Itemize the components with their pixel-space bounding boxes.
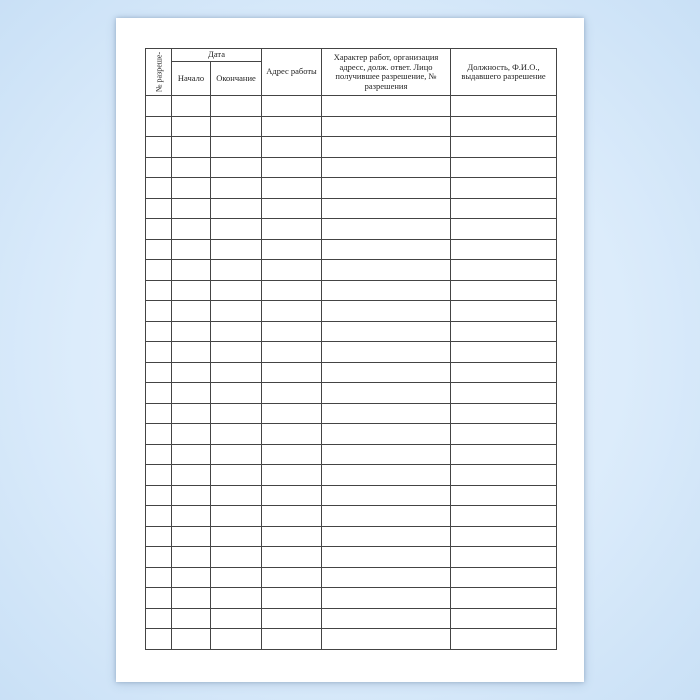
cell-work-description — [322, 485, 451, 506]
cell-address — [262, 219, 322, 240]
cell-issuer — [451, 362, 557, 383]
cell-issuer — [451, 260, 557, 281]
cell-work-description — [322, 444, 451, 465]
table-row — [146, 588, 557, 609]
cell-permit-no — [146, 588, 172, 609]
cell-date-end — [211, 526, 262, 547]
cell-date-end — [211, 403, 262, 424]
cell-address — [262, 321, 322, 342]
header-date-start: Начало — [172, 62, 211, 96]
cell-date-start — [172, 588, 211, 609]
cell-date-end — [211, 280, 262, 301]
cell-permit-no — [146, 301, 172, 322]
cell-date-start — [172, 383, 211, 404]
cell-date-end — [211, 301, 262, 322]
cell-address — [262, 116, 322, 137]
cell-permit-no — [146, 280, 172, 301]
cell-date-end — [211, 239, 262, 260]
header-issuer — [451, 49, 557, 96]
table-row — [146, 198, 557, 219]
table-row — [146, 239, 557, 260]
cell-date-start — [172, 362, 211, 383]
cell-address — [262, 301, 322, 322]
cell-date-end — [211, 260, 262, 281]
cell-permit-no — [146, 383, 172, 404]
cell-date-start — [172, 444, 211, 465]
cell-work-description — [322, 424, 451, 445]
table-row — [146, 547, 557, 568]
cell-date-end — [211, 465, 262, 486]
table-row — [146, 321, 557, 342]
header-work-description-label: Характер работ, организация адресс, долж. ответ. Лицо получившее разрешение, № разрешения — [333, 52, 439, 91]
cell-address — [262, 280, 322, 301]
cell-date-start — [172, 526, 211, 547]
cell-work-description — [322, 588, 451, 609]
cell-permit-no — [146, 629, 172, 650]
cell-work-description — [322, 321, 451, 342]
cell-permit-no — [146, 547, 172, 568]
cell-issuer — [451, 301, 557, 322]
cell-permit-no — [146, 178, 172, 199]
cell-address — [262, 239, 322, 260]
cell-permit-no — [146, 403, 172, 424]
table-row — [146, 506, 557, 527]
cell-work-description — [322, 116, 451, 137]
cell-work-description — [322, 608, 451, 629]
cell-permit-no — [146, 96, 172, 117]
cell-work-description — [322, 198, 451, 219]
cell-date-end — [211, 588, 262, 609]
cell-permit-no — [146, 198, 172, 219]
cell-address — [262, 608, 322, 629]
cell-date-end — [211, 567, 262, 588]
cell-issuer — [451, 567, 557, 588]
cell-permit-no — [146, 444, 172, 465]
table-row — [146, 362, 557, 383]
cell-permit-no — [146, 485, 172, 506]
cell-permit-no — [146, 526, 172, 547]
cell-work-description — [322, 403, 451, 424]
cell-work-description — [322, 260, 451, 281]
table-row — [146, 301, 557, 322]
table-row — [146, 342, 557, 363]
cell-address — [262, 465, 322, 486]
cell-issuer — [451, 198, 557, 219]
cell-issuer — [451, 116, 557, 137]
table-body — [146, 96, 557, 650]
cell-work-description — [322, 526, 451, 547]
cell-address — [262, 362, 322, 383]
table-row — [146, 260, 557, 281]
cell-address — [262, 547, 322, 568]
cell-issuer — [451, 137, 557, 158]
cell-date-start — [172, 547, 211, 568]
cell-permit-no — [146, 116, 172, 137]
cell-issuer — [451, 157, 557, 178]
table-row — [146, 465, 557, 486]
cell-issuer — [451, 342, 557, 363]
cell-work-description — [322, 547, 451, 568]
header-date-end: Окончание — [211, 62, 262, 96]
cell-work-description — [322, 342, 451, 363]
cell-date-start — [172, 116, 211, 137]
cell-work-description — [322, 178, 451, 199]
cell-permit-no — [146, 465, 172, 486]
cell-date-end — [211, 362, 262, 383]
cell-permit-no — [146, 342, 172, 363]
cell-date-end — [211, 506, 262, 527]
cell-date-end — [211, 157, 262, 178]
cell-permit-no — [146, 219, 172, 240]
cell-work-description — [322, 239, 451, 260]
header-work-description — [322, 49, 451, 96]
table-row — [146, 485, 557, 506]
cell-issuer — [451, 219, 557, 240]
cell-issuer — [451, 424, 557, 445]
cell-date-end — [211, 219, 262, 240]
cell-issuer — [451, 547, 557, 568]
cell-permit-no — [146, 506, 172, 527]
cell-address — [262, 383, 322, 404]
cell-date-start — [172, 157, 211, 178]
cell-date-end — [211, 116, 262, 137]
cell-issuer — [451, 383, 557, 404]
table-row — [146, 219, 557, 240]
cell-date-start — [172, 280, 211, 301]
table-row — [146, 526, 557, 547]
cell-issuer — [451, 485, 557, 506]
header-address-label: Адрес работы — [266, 66, 317, 77]
cell-address — [262, 198, 322, 219]
cell-address — [262, 444, 322, 465]
cell-work-description — [322, 280, 451, 301]
table-row — [146, 116, 557, 137]
cell-date-start — [172, 219, 211, 240]
cell-date-end — [211, 96, 262, 117]
cell-date-start — [172, 485, 211, 506]
table-row — [146, 280, 557, 301]
cell-date-end — [211, 178, 262, 199]
cell-date-end — [211, 137, 262, 158]
table-row — [146, 96, 557, 117]
table-row — [146, 137, 557, 158]
table-row — [146, 157, 557, 178]
cell-date-start — [172, 342, 211, 363]
cell-issuer — [451, 526, 557, 547]
cell-date-end — [211, 198, 262, 219]
cell-address — [262, 403, 322, 424]
cell-date-end — [211, 444, 262, 465]
cell-permit-no — [146, 260, 172, 281]
cell-work-description — [322, 137, 451, 158]
cell-work-description — [322, 465, 451, 486]
cell-issuer — [451, 608, 557, 629]
cell-address — [262, 96, 322, 117]
cell-permit-no — [146, 362, 172, 383]
cell-permit-no — [146, 608, 172, 629]
cell-date-start — [172, 403, 211, 424]
header-address — [262, 49, 322, 96]
permit-register-table — [145, 48, 557, 650]
cell-work-description — [322, 301, 451, 322]
cell-issuer — [451, 178, 557, 199]
cell-issuer — [451, 280, 557, 301]
cell-date-start — [172, 137, 211, 158]
cell-issuer — [451, 96, 557, 117]
cell-address — [262, 260, 322, 281]
header-date-group: Дата — [172, 49, 262, 62]
cell-address — [262, 424, 322, 445]
cell-permit-no — [146, 239, 172, 260]
cell-issuer — [451, 321, 557, 342]
cell-permit-no — [146, 321, 172, 342]
cell-date-start — [172, 506, 211, 527]
cell-address — [262, 137, 322, 158]
cell-date-start — [172, 96, 211, 117]
table-row — [146, 629, 557, 650]
cell-issuer — [451, 506, 557, 527]
table-row — [146, 403, 557, 424]
cell-address — [262, 526, 322, 547]
table-row — [146, 383, 557, 404]
cell-address — [262, 157, 322, 178]
header-permit-no-label: № разреше- — [154, 51, 163, 93]
table-row — [146, 444, 557, 465]
cell-work-description — [322, 383, 451, 404]
cell-work-description — [322, 157, 451, 178]
cell-issuer — [451, 465, 557, 486]
cell-address — [262, 629, 322, 650]
cell-issuer — [451, 588, 557, 609]
cell-address — [262, 567, 322, 588]
table-row — [146, 567, 557, 588]
cell-date-start — [172, 301, 211, 322]
table-row — [146, 424, 557, 445]
cell-date-end — [211, 321, 262, 342]
cell-work-description — [322, 567, 451, 588]
cell-permit-no — [146, 137, 172, 158]
cell-address — [262, 342, 322, 363]
cell-date-start — [172, 198, 211, 219]
cell-date-start — [172, 178, 211, 199]
cell-date-start — [172, 465, 211, 486]
cell-issuer — [451, 239, 557, 260]
cell-date-start — [172, 260, 211, 281]
cell-date-start — [172, 239, 211, 260]
cell-address — [262, 506, 322, 527]
cell-address — [262, 178, 322, 199]
cell-work-description — [322, 506, 451, 527]
cell-date-end — [211, 383, 262, 404]
cell-permit-no — [146, 424, 172, 445]
cell-date-start — [172, 567, 211, 588]
cell-date-end — [211, 547, 262, 568]
cell-address — [262, 485, 322, 506]
cell-date-end — [211, 485, 262, 506]
cell-permit-no — [146, 567, 172, 588]
table-row — [146, 178, 557, 199]
cell-date-start — [172, 629, 211, 650]
cell-issuer — [451, 444, 557, 465]
cell-issuer — [451, 403, 557, 424]
cell-work-description — [322, 219, 451, 240]
cell-date-end — [211, 424, 262, 445]
cell-issuer — [451, 629, 557, 650]
cell-date-start — [172, 608, 211, 629]
header-row-top — [146, 49, 557, 62]
cell-work-description — [322, 629, 451, 650]
cell-address — [262, 588, 322, 609]
cell-date-start — [172, 321, 211, 342]
cell-date-start — [172, 424, 211, 445]
cell-work-description — [322, 362, 451, 383]
header-issuer-label: Должность, Ф.И.О., выдавшего разрешение — [461, 61, 546, 81]
cell-work-description — [322, 96, 451, 117]
cell-date-end — [211, 629, 262, 650]
cell-date-end — [211, 608, 262, 629]
table-row — [146, 608, 557, 629]
cell-date-end — [211, 342, 262, 363]
cell-permit-no — [146, 157, 172, 178]
header-permit-no — [146, 49, 172, 96]
